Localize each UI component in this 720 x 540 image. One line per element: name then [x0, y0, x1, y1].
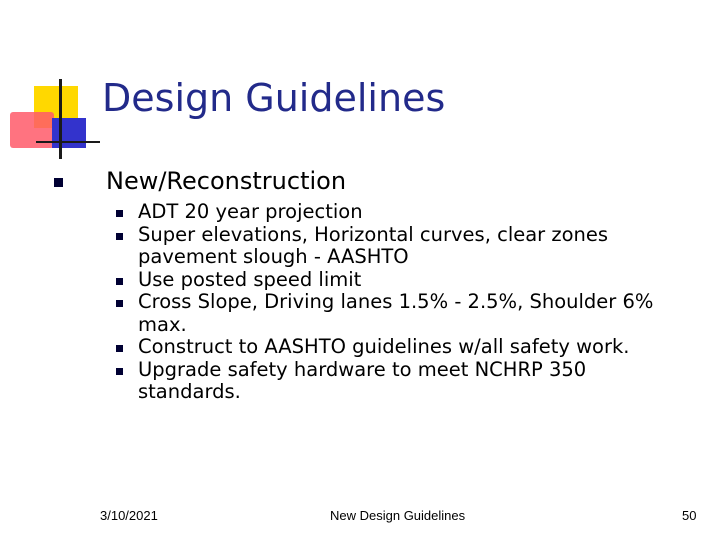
page-number: 50 [682, 508, 697, 523]
square-bullet-icon [54, 178, 63, 187]
list-item-text: Super elevations, Horizontal curves, clear zones pavement slough - AASHTO [138, 222, 609, 268]
square-bullet-icon [116, 278, 123, 285]
list-item-text: Cross Slope, Driving lanes 1.5% - 2.5%, Shoulder 6% max. [138, 290, 654, 336]
list-item-text: ADT 20 year projection [138, 200, 363, 223]
list-item-text: Upgrade safety hardware to meet NCHRP 350 standards. [138, 357, 587, 403]
square-bullet-icon [116, 233, 123, 240]
corner-logo [0, 0, 110, 170]
list-item-text: Construct to AASHTO guidelines w/all safety work. [138, 335, 630, 358]
slide-title: Design Guidelines [102, 76, 446, 120]
section-heading-row [52, 164, 692, 198]
list-item [138, 269, 678, 292]
list-item-text: Use posted speed limit [138, 267, 362, 291]
list-item [138, 291, 678, 336]
square-bullet-icon [116, 368, 123, 375]
list-item [138, 359, 678, 404]
footer-title: New Design Guidelines [330, 508, 466, 523]
footer-date: 3/10/2021 [100, 508, 158, 523]
logo-vertical-line [59, 79, 62, 159]
list-item [138, 336, 678, 359]
list-item [138, 201, 678, 224]
main-bullet-list [52, 164, 692, 404]
sub-bullet-list [138, 201, 678, 404]
logo-horizontal-line [36, 141, 100, 143]
square-bullet-icon [116, 210, 123, 217]
section-heading: New/Reconstruction [106, 167, 347, 195]
logo-blue-square [52, 118, 86, 148]
square-bullet-icon [116, 345, 123, 352]
list-item [138, 224, 678, 269]
square-bullet-icon [116, 300, 123, 307]
